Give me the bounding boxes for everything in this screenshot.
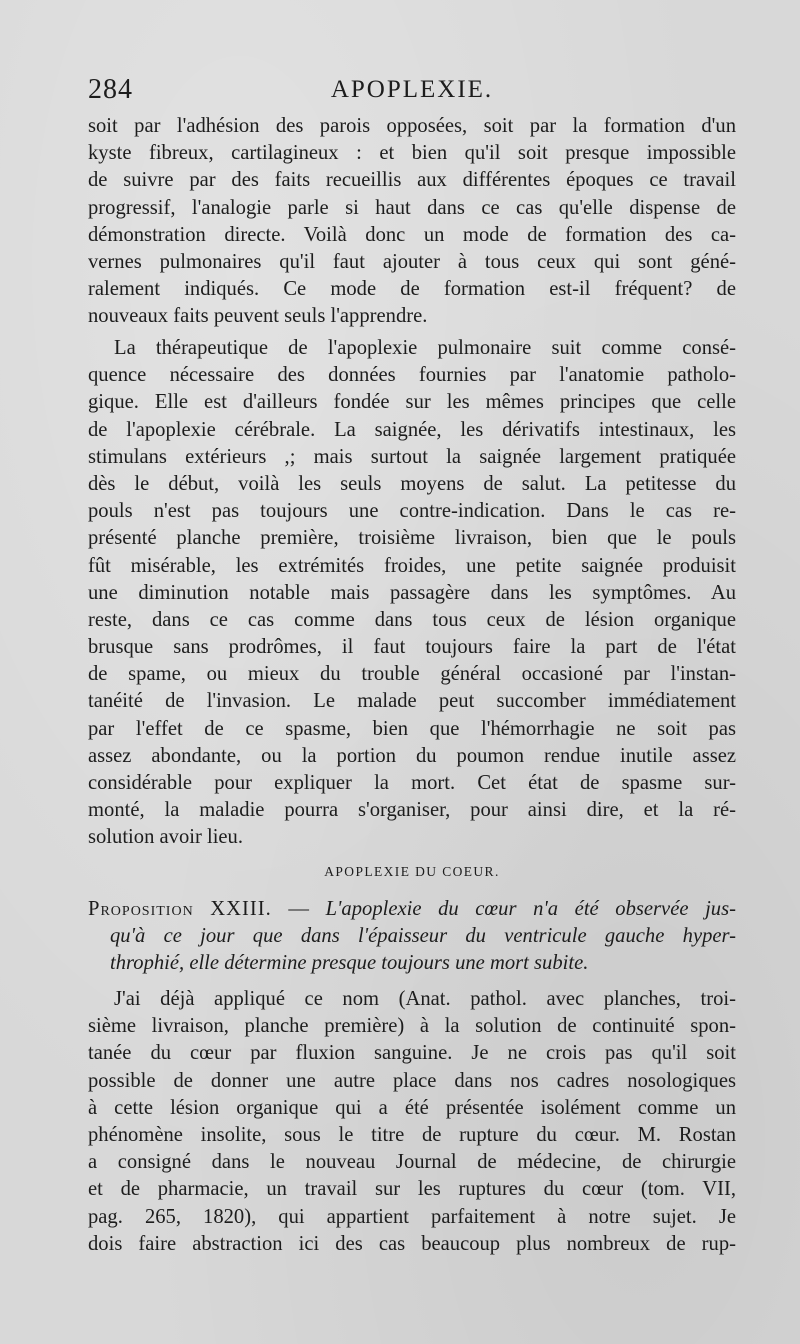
text-line: présenté planche première, troisième livraison, bien que le pouls — [88, 527, 736, 550]
proposition-line — [88, 896, 736, 923]
text-line: soit par l'adhésion des parois opposées, soit par la formation d'un — [88, 115, 736, 137]
text-line: par l'effet de ce spasme, bien que l'hémorrhagie ne soit pas — [88, 717, 736, 740]
proposition-dash: — — [288, 898, 309, 920]
proposition-label: Proposition — [88, 898, 194, 920]
page-number: 284 — [88, 74, 133, 105]
paragraph-apoplexie-coeur — [88, 986, 736, 1258]
proposition-text: L'apoplexie du cœur n'a été observée jus- — [325, 898, 736, 920]
text-line: possible de donner une autre place dans nos cadres nosologiques — [88, 1069, 736, 1092]
text-line: monté, la maladie pourra s'organiser, pour ainsi dire, et la ré- — [88, 799, 736, 822]
text-line: progressif, l'analogie parle si haut dans ce cas qu'elle dispense de — [88, 196, 736, 219]
text-line: fût misérable, les extrémités froides, une petite saignée produisit — [88, 554, 736, 577]
text-line: J'ai déjà appliqué ce nom (Anat. pathol. avec planches, troi- — [114, 988, 736, 1010]
text-line: à cette lésion organique qui a été présentée isolément comme un — [88, 1096, 736, 1119]
text-line: kyste fibreux, cartilagineux : et bien qu'il soit presque impossible — [88, 142, 736, 165]
text-line: nouveaux faits peuvent seuls l'apprendre. — [88, 305, 428, 328]
text-line: brusque sans prodrômes, il faut toujours faire la part de l'état — [88, 636, 736, 659]
text-line: tanée du cœur par fluxion sanguine. Je ne crois pas qu'il soit — [88, 1042, 736, 1065]
text-line: La thérapeutique de l'apoplexie pulmonaire suit comme consé- — [114, 337, 736, 359]
text-line: de suivre par des faits recueillis aux différentes époques ce travail — [88, 169, 736, 192]
text-line: stimulans extérieurs ,; mais surtout la saignée largement pratiquée — [88, 445, 736, 468]
text-line: sième livraison, planche première) à la solution de continuité spon- — [88, 1015, 736, 1038]
text-line: vernes pulmonaires qu'il faut ajouter à tous ceux qui sont géné- — [88, 250, 736, 273]
text-line: assez abondante, ou la portion du poumon rendue inutile assez — [88, 744, 736, 767]
text-line: phénomène insolite, sous le titre de rupture du cœur. M. Rostan — [88, 1123, 736, 1146]
proposition-line: qu'à ce jour que dans l'épaisseur du ventricule gauche hyper- — [110, 925, 736, 948]
text-line: de l'apoplexie cérébrale. La saignée, les dérivatifs intestinaux, les — [88, 418, 736, 441]
text-line: démonstration directe. Voilà donc un mode de formation des ca- — [88, 223, 736, 246]
text-line: gique. Elle est d'ailleurs fondée sur les mêmes principes que celle — [88, 391, 736, 414]
proposition-line: throphié, elle détermine presque toujours une mort subite. — [110, 952, 589, 975]
proposition-block — [88, 896, 736, 978]
text-line: a consigné dans le nouveau Journal de médecine, de chirurgie — [88, 1151, 736, 1174]
text-line: une diminution notable mais passagère dans les symptômes. Au — [88, 581, 736, 604]
text-line: et de pharmacie, un travail sur les ruptures du cœur (tom. VII, — [88, 1178, 736, 1201]
text-line: dès le début, voilà les seuls moyens de salut. La petitesse du — [88, 472, 736, 495]
page-header — [88, 74, 736, 108]
proposition-number: XXIII. — [210, 898, 272, 920]
text-line: quence nécessaire des données fournies par l'anatomie patholo- — [88, 364, 736, 387]
paragraph-therapeutique — [88, 335, 736, 852]
paragraph-cavernes — [88, 113, 736, 331]
text-line: pag. 265, 1820), qui appartient parfaitement à notre sujet. Je — [88, 1205, 736, 1228]
section-heading: APOPLEXIE DU COEUR. — [324, 864, 500, 879]
text-line: dois faire abstraction ici des cas beaucoup plus nombreux de rup- — [88, 1232, 736, 1255]
text-line: ralement indiqués. Ce mode de formation est-il fréquent? de — [88, 278, 736, 301]
text-line: tanéité de l'invasion. Le malade peut succomber immédiatement — [88, 690, 736, 713]
text-line: de spame, ou mieux du trouble général occasioné par l'instan- — [88, 663, 736, 686]
running-title: APOPLEXIE. — [330, 76, 494, 103]
text-line: pouls n'est pas toujours une contre-indication. Dans le cas re- — [88, 500, 736, 523]
text-line: solution avoir lieu. — [88, 826, 244, 849]
text-line: considérable pour expliquer la mort. Cet état de spasme sur- — [88, 772, 736, 794]
text-line: reste, dans ce cas comme dans tous ceux de lésion organique — [88, 608, 736, 631]
